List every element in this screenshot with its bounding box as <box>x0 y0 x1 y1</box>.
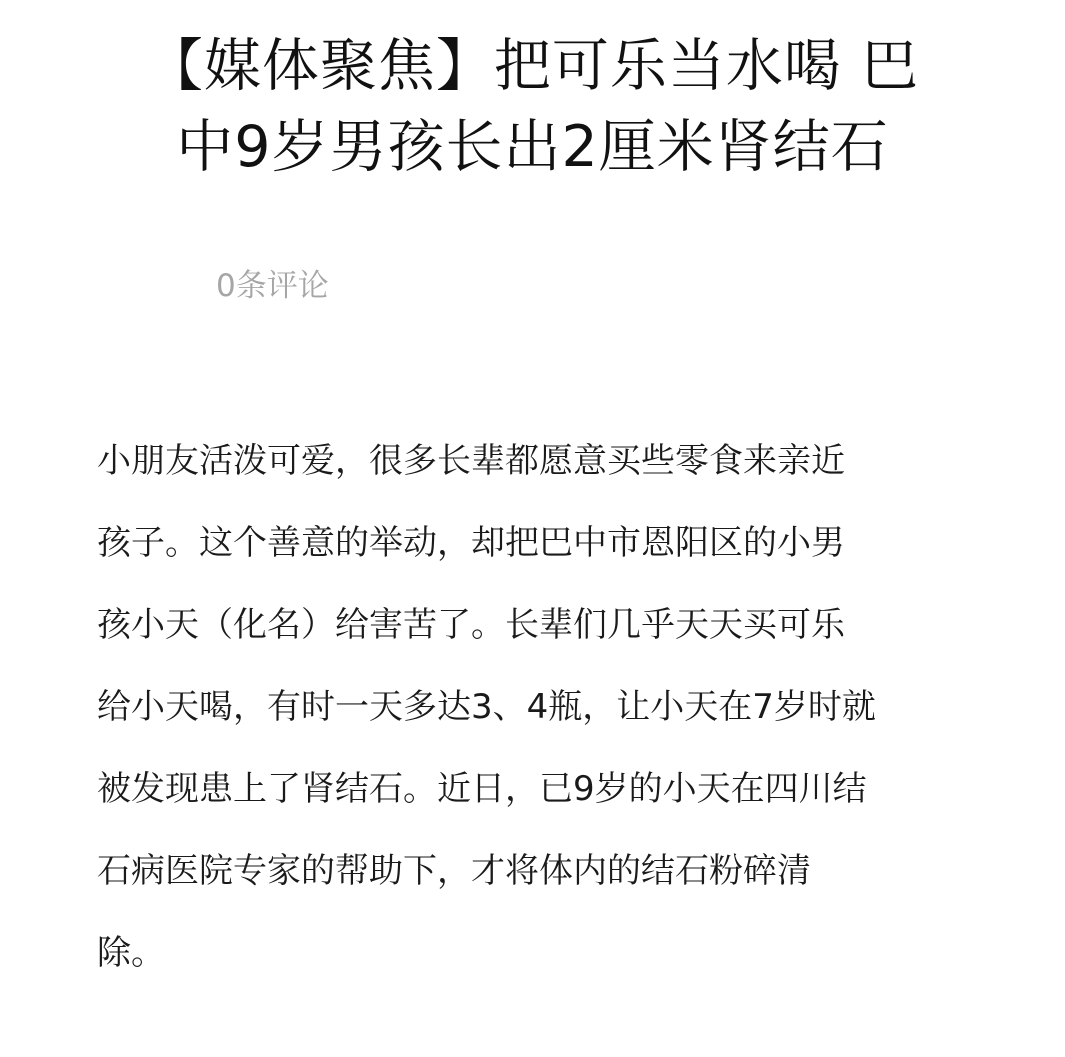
comment-count-link[interactable]: 0条评论 <box>216 268 329 304</box>
article-title-line-2: 中9岁男孩长出2厘米肾结石 <box>176 114 889 180</box>
body-text-line: 小朋友活泼可爱，很多长辈都愿意买些零食来亲近 <box>97 441 845 481</box>
article-title <box>100 26 965 188</box>
article-title-line-1: 【媒体聚焦】把可乐当水喝 巴 <box>145 33 920 99</box>
body-text-line: 除。 <box>97 933 165 973</box>
body-text-line: 孩子。这个善意的举动，却把巴中市恩阳区的小男 <box>97 523 845 563</box>
body-text-line: 孩小天（化名）给害苦了。长辈们几乎天天买可乐 <box>97 605 845 645</box>
body-text-line: 被发现患上了肾结石。近日，已9岁的小天在四川结 <box>97 769 867 809</box>
body-text-line: 石病医院专家的帮助下，才将体内的结石粉碎清 <box>97 851 811 891</box>
body-text-line: 给小天喝，有时一天多达3、4瓶，让小天在7岁时就 <box>97 687 876 727</box>
article-body <box>97 420 977 994</box>
article-meta <box>216 266 329 306</box>
